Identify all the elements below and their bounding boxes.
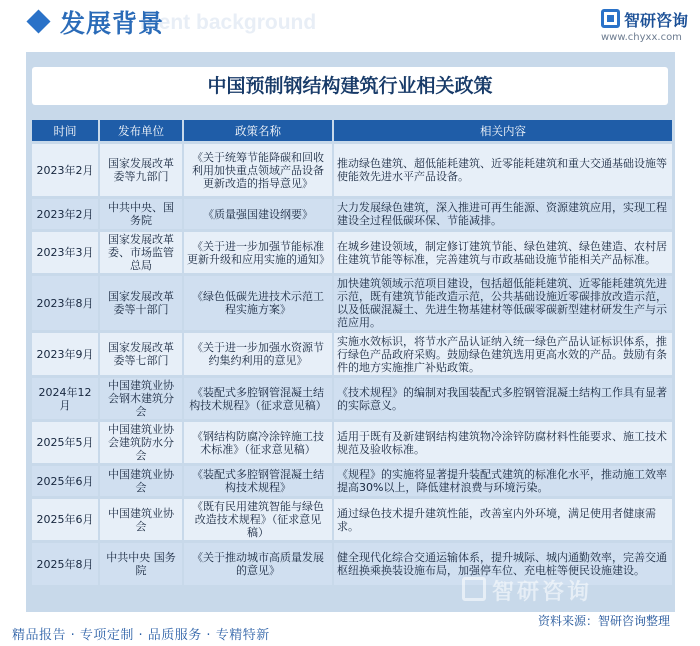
table-row (32, 378, 672, 419)
cell-time: 2025年5月 (32, 422, 100, 463)
diamond-icon (26, 9, 50, 33)
cell-content: 在城乡建设领域，制定修订建筑节能、绿色建筑、绿色建造、农村居住建筑节能等标准，完善建筑与市政基础设施节能相关产品标准。 (334, 232, 672, 273)
header-subtitle-shadow: ment background (140, 11, 317, 34)
cell-policy-name: 《既有民用建筑智能与绿色改造技术规程》（征求意见稿） (184, 499, 334, 540)
table-row (32, 333, 672, 375)
cell-content: 大力发展绿色建筑，深入推进可再生能源、资源建筑应用，实现工程建设全过程低碳环保、节能减排。 (334, 199, 672, 229)
cell-dept: 中国建筑业协会 (100, 499, 184, 540)
page-title: 发展背景 (60, 9, 165, 38)
table-row (32, 232, 672, 273)
cell-time: 2023年2月 (32, 199, 100, 229)
cell-policy-name: 《关于进一步加强节能标准更新升级和应用实施的通知》 (184, 232, 334, 273)
column-header-content: 相关内容 (334, 120, 672, 141)
policy-table (32, 117, 672, 588)
brand-logo-text: 智研咨询 (624, 11, 689, 30)
cell-content: 适用于既有及新建钢结构建筑物冷涂锌防腐材料性能要求、施工技术规范及验收标准。 (334, 422, 672, 463)
cell-content: 《规程》的实施将显著提升装配式建筑的标准化水平，推动施工效率提高30%以上，降低建材浪费与环境污染。 (334, 466, 672, 496)
page-header (0, 0, 700, 52)
cell-dept: 中国建筑业协会建筑防水分会 (100, 422, 184, 463)
cell-dept: 国家发展改革委等九部门 (100, 144, 184, 196)
cell-time: 2025年6月 (32, 466, 100, 496)
cell-policy-name: 《关于推动城市高质量发展的意见》 (184, 543, 334, 585)
cell-policy-name: 《装配式多腔钢管混凝土结构技术规程》（征求意见稿） (184, 378, 334, 419)
cell-policy-name: 《关于统筹节能降碳和回收利用加快重点领域产品设备更新改造的指导意见》 (184, 144, 334, 196)
cell-content: 实施水效标识，将节水产品认证纳入统一绿色产品认证标识体系，推行绿色产品政府采购。鼓励绿色建筑选用更高水效的产品。鼓励有条件的地方实施推广补贴政策。 (334, 333, 672, 375)
cell-content: 加快建筑领域示范项目建设，包括超低能耗建筑、近零能耗建筑先进示范，既有建筑节能改造示范，公共基础设施近零碳排放改造示范，以及低碳混凝土、先进生物基建材等低碳零碳新型建材研发生产与示范应用。 (334, 276, 672, 330)
table-row (32, 422, 672, 463)
column-header-name: 政策名称 (184, 120, 334, 141)
cell-time: 2023年2月 (32, 144, 100, 196)
footer-slogan: 精品报告 · 专项定制 · 品质服务 · 专精特新 (12, 628, 270, 643)
logo-icon (601, 9, 620, 28)
table-row (32, 499, 672, 540)
cell-dept: 国家发展改革委等七部门 (100, 333, 184, 375)
cell-policy-name: 《绿色低碳先进技术示范工程实施方案》 (184, 276, 334, 330)
table-title: 中国预制钢结构建筑行业相关政策 (32, 67, 668, 105)
cell-dept: 中共中央 国务院 (100, 543, 184, 585)
cell-time: 2024年12月 (32, 378, 100, 419)
cell-dept: 中国建筑业协会 (100, 466, 184, 496)
table-row (32, 276, 672, 330)
cell-dept: 国家发展改革委等十部门 (100, 276, 184, 330)
source-note: 资料来源：智研咨询整理 (538, 614, 671, 628)
cell-content: 推动绿色建筑、超低能耗建筑、近零能耗建筑和重大交通基础设施等使能效先进水平产品设备。 (334, 144, 672, 196)
cell-dept: 国家发展改革委、市场监管总局 (100, 232, 184, 273)
cell-policy-name: 《装配式多腔钢管混凝土结构技术规程》 (184, 466, 334, 496)
table-header-row (32, 120, 672, 141)
table-row (32, 199, 672, 229)
cell-content: 健全现代化综合交通运输体系，提升城际、城内通勤效率，完善交通枢纽换乘换装设施布局，加强停车位、充电桩等便民设施建设。 (334, 543, 672, 585)
cell-dept: 中国建筑业协会钢木建筑分会 (100, 378, 184, 419)
cell-time: 2025年8月 (32, 543, 100, 585)
cell-policy-name: 《钢结构防腐冷涂锌施工技术标准》（征求意见稿） (184, 422, 334, 463)
watermark-text: 智研咨询 (492, 580, 593, 605)
cell-dept: 中共中央、国务院 (100, 199, 184, 229)
table-row (32, 466, 672, 496)
cell-policy-name: 《质量强国建设纲要》 (184, 199, 334, 229)
cell-content: 《技术规程》的编制对我国装配式多腔钢管混凝土结构工作具有显著的实际意义。 (334, 378, 672, 419)
column-header-dept: 发布单位 (100, 120, 184, 141)
brand-url: www.chyxx.com (601, 32, 682, 43)
watermark-logo-icon (462, 577, 486, 601)
cell-policy-name: 《关于进一步加强水资源节约集约利用的意见》 (184, 333, 334, 375)
cell-time: 2023年9月 (32, 333, 100, 375)
cell-time: 2023年8月 (32, 276, 100, 330)
cell-time: 2023年3月 (32, 232, 100, 273)
cell-content: 通过绿色技术提升建筑性能，改善室内外环境，满足使用者健康需求。 (334, 499, 672, 540)
table-row (32, 144, 672, 196)
cell-time: 2025年6月 (32, 499, 100, 540)
column-header-time: 时间 (32, 120, 100, 141)
